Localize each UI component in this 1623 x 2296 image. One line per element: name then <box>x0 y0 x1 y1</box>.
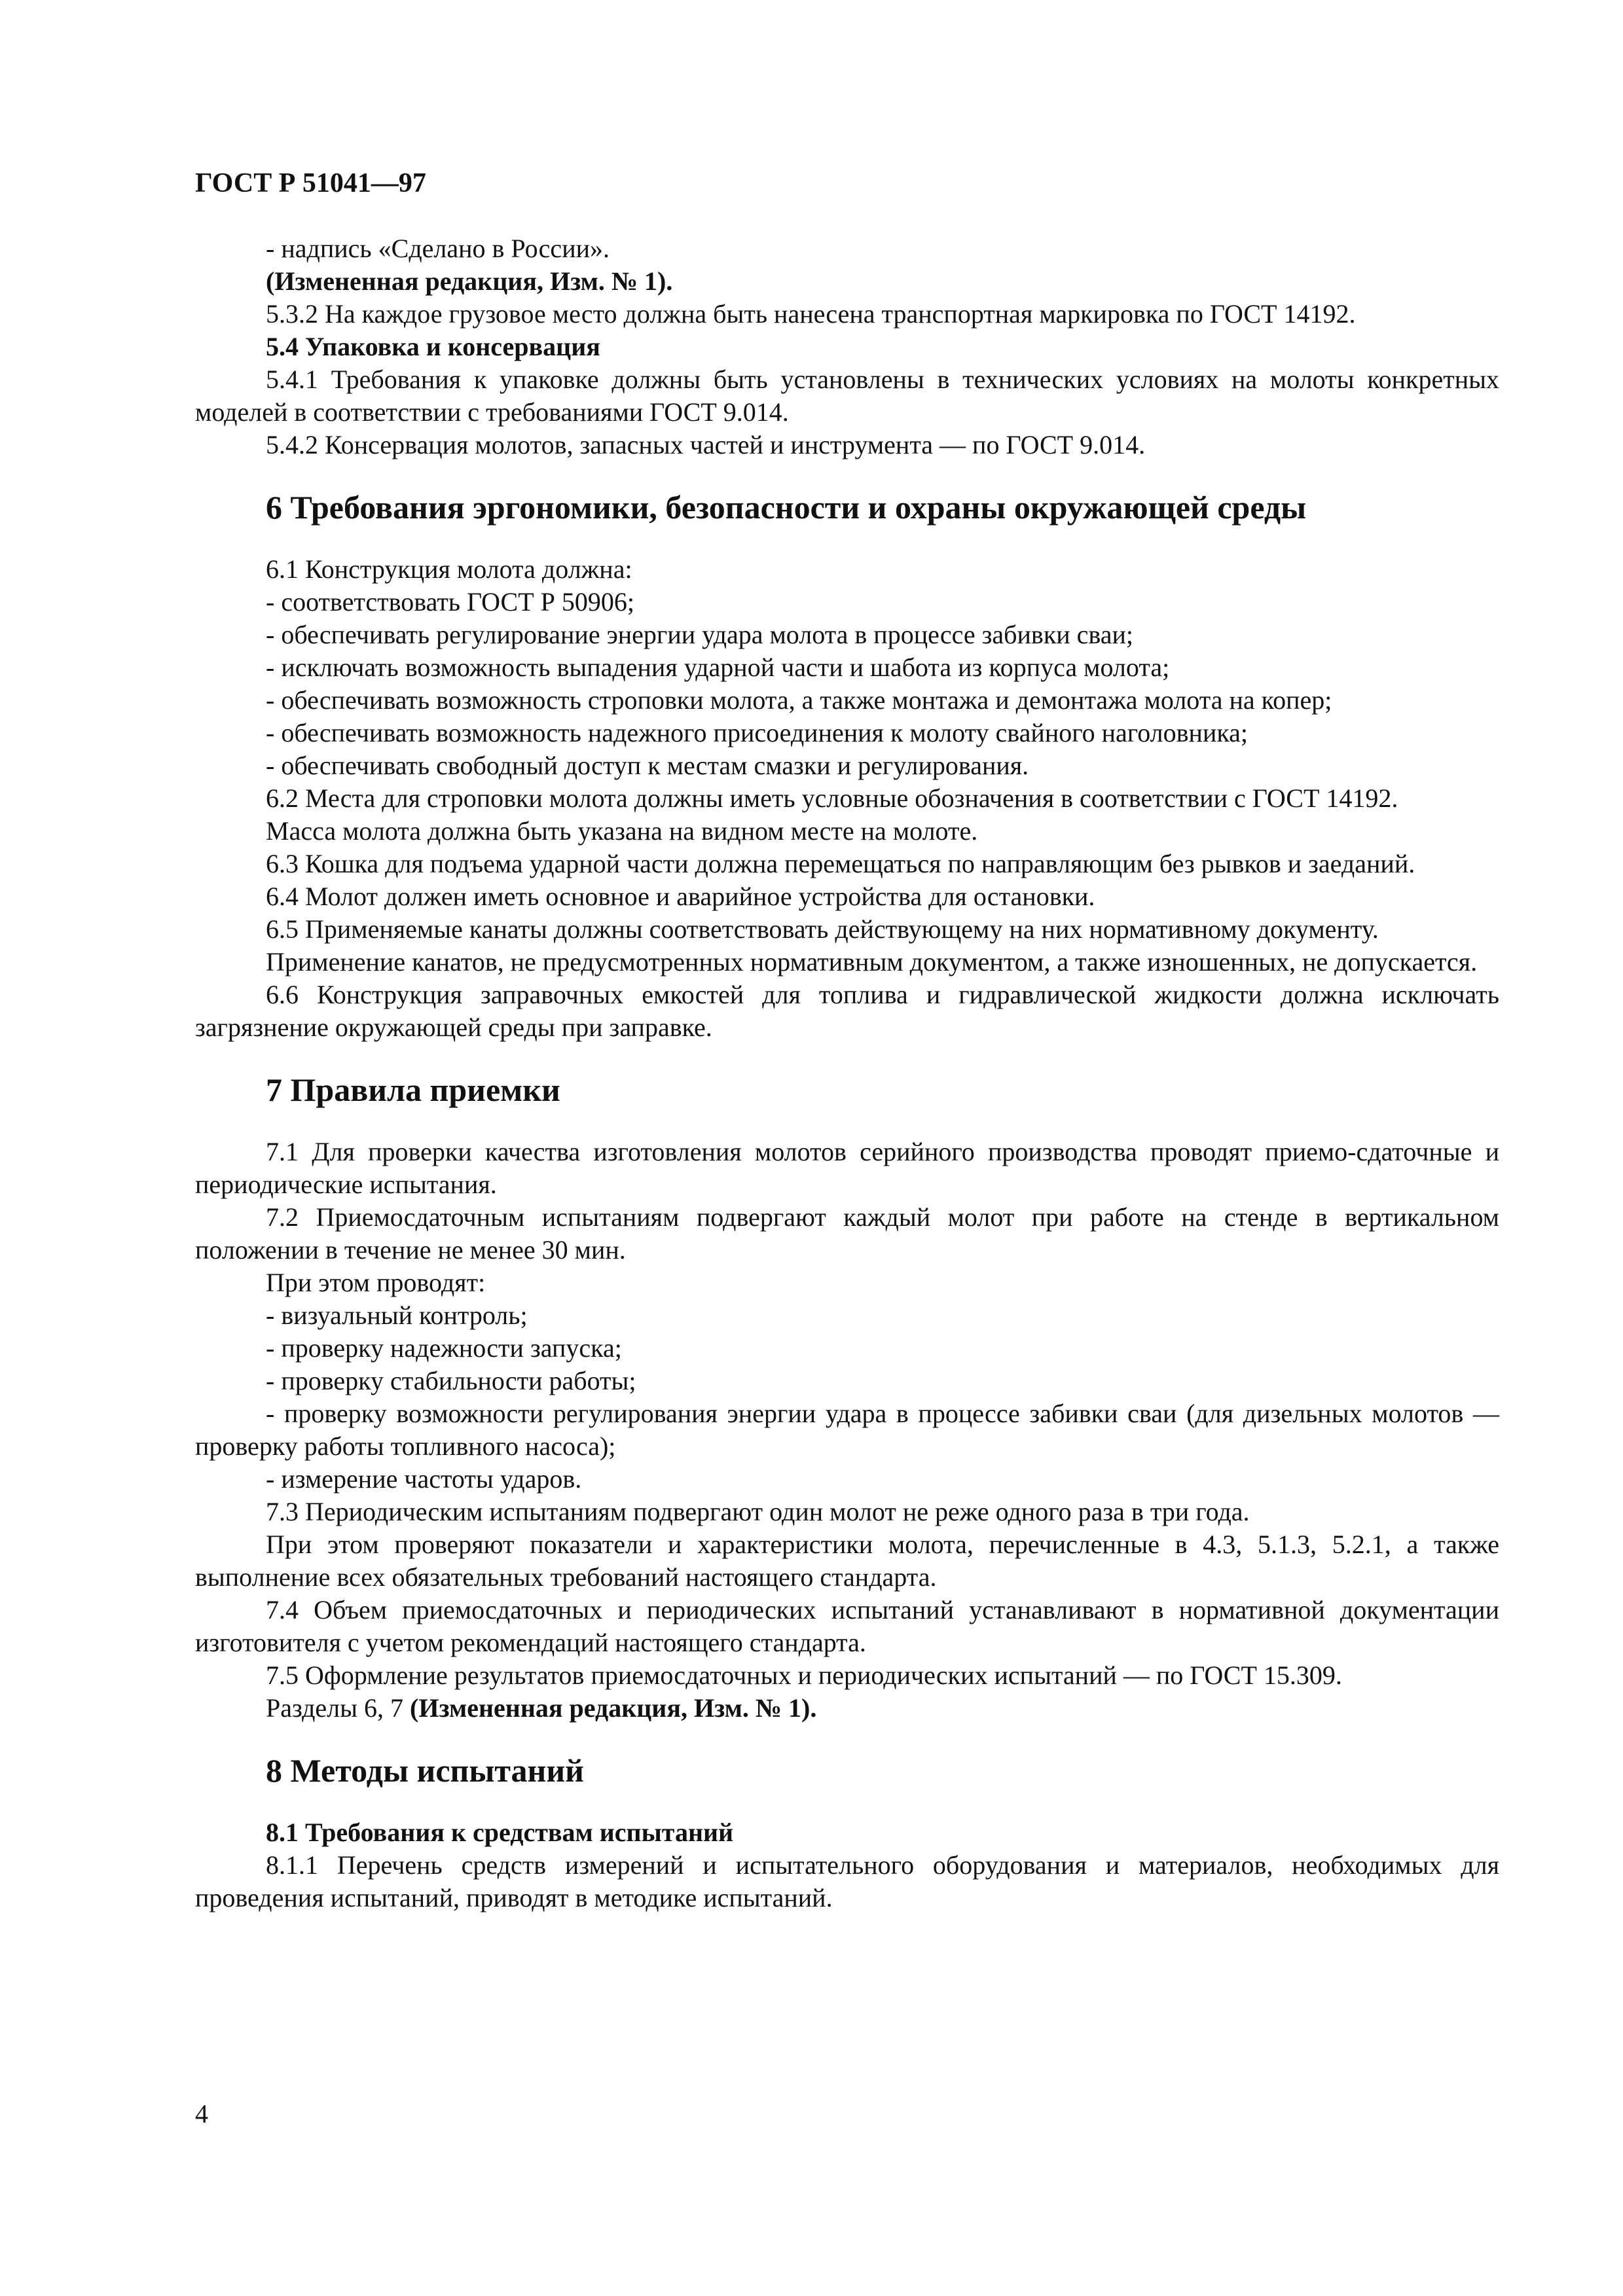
paragraph: 6.2 Места для строповки молота должны иметь условные обозначения в соответствии с ГОСТ 14192. <box>266 783 1398 813</box>
paragraph: Масса молота должна быть указана на видном месте на молоте. <box>266 816 978 846</box>
list-item: - обеспечивать свободный доступ к местам смазки и регулирования. <box>266 751 1029 780</box>
subsection-heading: 5.4 Упаковка и консервация <box>266 332 600 361</box>
list-item: - обеспечивать возможность надежного присоединения к молоту свайного наголовника; <box>266 718 1249 747</box>
amendment-note: (Измененная редакция, Изм. № 1). <box>410 1693 817 1723</box>
list-item: - обеспечивать регулирование энергии удара молота в процессе забивки сваи; <box>266 620 1134 649</box>
paragraph: 6.1 Конструкция молота должна: <box>266 554 632 584</box>
page-number: 4 <box>195 2099 208 2128</box>
list-item: - измерение частоты ударов. <box>266 1464 582 1494</box>
paragraph: 5.4.2 Консервация молотов, запасных частей и инструмента — по ГОСТ 9.014. <box>266 430 1146 459</box>
list-item: - проверку надежности запуска; <box>266 1333 622 1363</box>
list-item: - проверку возможности регулирования энергии удара в процессе забивки сваи (для дизельных молотов — проверку работы топливного насоса); <box>195 1399 1499 1461</box>
paragraph: 6.6 Конструкция заправочных емкостей для топлива и гидравлической жидкости должна исключать загрязнение окружающей среды при заправке. <box>195 980 1499 1042</box>
paragraph: 5.4.1 Требования к упаковке должны быть установлены в технических условиях на молоты конкретных моделей в соответствии с требованиями ГОСТ 9.014. <box>195 365 1499 427</box>
paragraph: 7.3 Периодическим испытаниям подвергают один молот не реже одного раза в три года. <box>266 1497 1250 1526</box>
list-item: - исключать возможность выпадения ударной части и шабота из корпуса молота; <box>266 653 1170 682</box>
subsection-heading: 8.1 Требования к средствам испытаний <box>266 1818 734 1847</box>
paragraph: 8.1.1 Перечень средств измерений и испытательного оборудования и материалов, необходимых для проведения испытаний, приводят в методике испытаний. <box>195 1850 1499 1912</box>
paragraph: - надпись «Сделано в России». <box>266 234 610 263</box>
list-item: - соответствовать ГОСТ Р 50906; <box>266 587 635 617</box>
paragraph: 7.4 Объем приемосдаточных и периодических испытаний устанавливают в нормативной документации изготовителя с учетом рекомендаций настоящего стандарта. <box>195 1595 1499 1657</box>
amendment-note: (Измененная редакция, Изм. № 1). <box>266 266 673 296</box>
paragraph: 6.4 Молот должен иметь основное и аварийное устройства для остановки. <box>266 882 1095 911</box>
list-item: - обеспечивать возможность строповки молота, а также монтажа и демонтажа молота на копер; <box>266 685 1332 715</box>
paragraph: 5.3.2 На каждое грузовое место должна быть нанесена транспортная маркировка по ГОСТ 14192. <box>266 299 1356 329</box>
list-item: - проверку стабильности работы; <box>266 1366 636 1395</box>
paragraph: 6.5 Применяемые канаты должны соответствовать действующему на них нормативному документу. <box>266 914 1379 944</box>
paragraph: При этом проверяют показатели и характеристики молота, перечисленные в 4.3, 5.1.3, 5.2.1, а также выполнение всех обязательных требований настоящего стандарта. <box>195 1530 1499 1592</box>
paragraph: 7.2 Приемосдаточным испытаниям подвергают каждый молот при работе на стенде в вертикальном положении в течение не менее 30 мин. <box>195 1202 1499 1265</box>
paragraph: При этом проводят: <box>266 1268 486 1297</box>
section-heading: 8 Методы испытаний <box>266 1752 584 1789</box>
section-heading: 6 Требования эргономики, безопасности и охраны окружающей среды <box>266 489 1307 526</box>
document-header: ГОСТ Р 51041—97 <box>195 168 426 198</box>
paragraph: 7.1 Для проверки качества изготовления молотов серийного производства проводят приемо-сдаточные и периодические испытания. <box>195 1137 1499 1199</box>
paragraph: Применение канатов, не предусмотренных нормативным документом, а также изношенных, не допускается. <box>266 947 1478 977</box>
paragraph: 6.3 Кошка для подъема ударной части должна перемещаться по направляющим без рывков и заеданий. <box>266 849 1415 878</box>
section-heading: 7 Правила приемки <box>266 1071 560 1108</box>
document-body <box>195 232 1499 1914</box>
paragraph <box>195 1692 1499 1725</box>
paragraph: 7.5 Оформление результатов приемосдаточных и периодических испытаний — по ГОСТ 15.309. <box>266 1660 1342 1690</box>
sections-reference: Разделы 6, 7 <box>266 1693 410 1723</box>
list-item: - визуальный контроль; <box>266 1300 528 1330</box>
